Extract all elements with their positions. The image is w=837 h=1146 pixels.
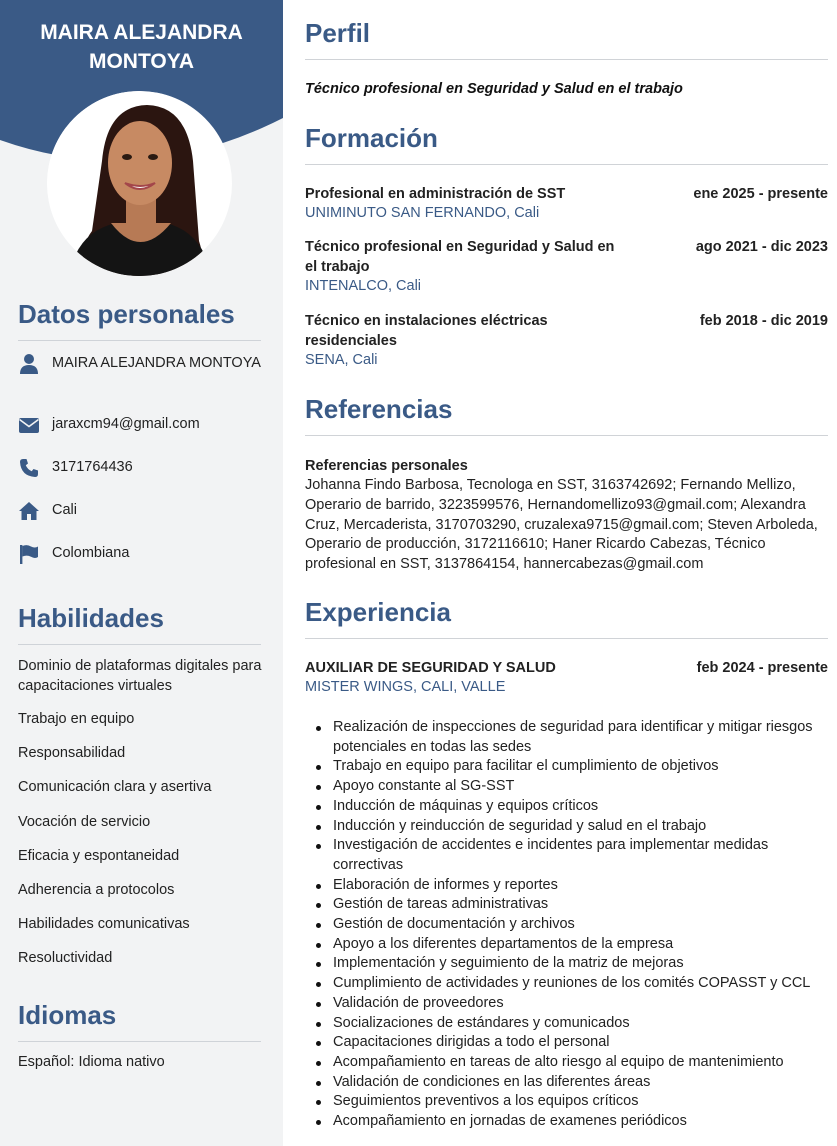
skill-item: Eficacia y espontaneidad <box>18 848 180 864</box>
job-duties-list <box>305 718 828 1132</box>
education-place: UNIMINUTO SAN FERNANDO, Cali <box>305 205 540 221</box>
education-title: Profesional en administración de SST <box>305 186 566 202</box>
list-item: Validación de proveedores <box>305 994 828 1014</box>
list-item: Inducción y reinducción de seguridad y salud en el trabajo <box>305 817 828 837</box>
full-name: MAIRA ALEJANDRA MONTOYA <box>40 21 243 73</box>
envelope-icon <box>18 414 40 436</box>
list-item: Apoyo a los diferentes departamentos de la empresa <box>305 935 828 955</box>
list-item: Cumplimiento de actividades y reuniones de los comités COPASST y CCL <box>305 974 828 994</box>
list-item: Trabajo en equipo para facilitar el cumplimiento de objetivos <box>305 757 828 777</box>
education-place: SENA, Cali <box>305 352 378 368</box>
list-item: Gestión de tareas administrativas <box>305 895 828 915</box>
references-text: Johanna Findo Barbosa, Tecnologa en SST, 3163742692; Fernando Mellizo, Operario de barrido, 3223599576, Hernandomellizo93@gmail.com; Alexandra Cruz, Mercaderista, 3170703290, cruzalexa9715@gmail.com; Steven Arboleda, Operario de producción, 3172116610; Haner Ricardo Cabezas, Técnico profesional en SST, 3137864154, hannercabezas@gmail.com <box>305 477 818 573</box>
flag-icon <box>18 543 40 565</box>
skill-item: Trabajo en equipo <box>18 711 135 727</box>
contact-name-text: MAIRA ALEJANDRA MONTOYA <box>52 355 261 371</box>
skill-item: Adherencia a protocolos <box>18 882 175 898</box>
experience-heading: Experiencia <box>305 597 828 639</box>
list-item: Acompañamiento en jornadas de examenes periódicos <box>305 1112 828 1132</box>
list-item: Validación de condiciones en las diferentes áreas <box>305 1073 828 1093</box>
education-heading: Formación <box>305 123 828 165</box>
contact-name <box>18 353 261 375</box>
education-title: Técnico profesional en Seguridad y Salud en el trabajo <box>305 239 615 275</box>
contact-email-text[interactable]: jaraxcm94@gmail.com <box>52 416 200 432</box>
skill-item: Comunicación clara y asertiva <box>18 779 212 795</box>
contact-email[interactable] <box>18 414 261 436</box>
job-place: MISTER WINGS, CALI, VALLE <box>305 679 506 695</box>
education-date: ene 2025 - presente <box>693 186 828 202</box>
contact-nationality-text: Colombiana <box>52 545 130 561</box>
avatar <box>47 91 232 276</box>
skill-item: Resoluctividad <box>18 950 113 966</box>
education-entry <box>305 311 828 370</box>
profile-photo <box>47 91 232 276</box>
contact-phone[interactable] <box>18 457 261 479</box>
contact-phone-text[interactable]: 3171764436 <box>52 459 133 475</box>
language-item: Español: Idioma nativo <box>18 1054 165 1070</box>
references-heading: Referencias <box>305 394 828 436</box>
skill-item: Responsabilidad <box>18 745 126 761</box>
contact-city <box>18 500 261 522</box>
education-entry <box>305 237 828 296</box>
home-icon <box>18 500 40 522</box>
education-title: Técnico en instalaciones eléctricas residenciales <box>305 313 548 349</box>
list-item: Gestión de documentación y archivos <box>305 915 828 935</box>
list-item: Investigación de accidentes e incidentes para implementar medidas correctivas <box>305 836 828 875</box>
list-item: Elaboración de informes y reportes <box>305 876 828 896</box>
contact-nationality <box>18 543 261 565</box>
list-item: Inducción de máquinas y equipos críticos <box>305 797 828 817</box>
sidebar <box>0 0 283 1146</box>
profile-heading: Perfil <box>305 18 828 60</box>
skill-item: Vocación de servicio <box>18 814 151 830</box>
references-entry <box>305 456 828 575</box>
education-date: feb 2018 - dic 2019 <box>699 313 828 329</box>
list-item: Acompañamiento en tareas de alto riesgo al equipo de mantenimiento <box>305 1053 828 1073</box>
profile-summary: Técnico profesional en Seguridad y Salud en el trabajo <box>305 81 683 97</box>
references-title: Referencias personales <box>305 458 468 474</box>
contact-city-text: Cali <box>52 502 77 518</box>
list-item: Seguimientos preventivos a los equipos críticos <box>305 1092 828 1112</box>
skill-item: Dominio de plataformas digitales para capacitaciones virtuales <box>18 658 262 694</box>
job-title: AUXILIAR DE SEGURIDAD Y SALUD <box>305 660 556 676</box>
list-item: Socializaciones de estándares y comunicados <box>305 1014 828 1034</box>
list-item: Realización de inspecciones de seguridad para identificar y mitigar riesgos potenciales en todas las sedes <box>305 718 828 757</box>
user-icon <box>18 353 40 375</box>
education-place: INTENALCO, Cali <box>305 278 422 294</box>
list-item: Implementación y seguimiento de la matriz de mejoras <box>305 954 828 974</box>
education-entry <box>305 184 828 223</box>
list-item: Capacitaciones dirigidas a todo el personal <box>305 1033 828 1053</box>
education-date: ago 2021 - dic 2023 <box>695 239 828 255</box>
languages-heading: Idiomas <box>18 1000 261 1042</box>
job-entry <box>305 658 828 697</box>
list-item: Apoyo constante al SG-SST <box>305 777 828 797</box>
phone-icon <box>18 457 40 479</box>
skill-item: Habilidades comunicativas <box>18 916 190 932</box>
personal-data-heading: Datos personales <box>18 299 261 341</box>
job-date: feb 2024 - presente <box>696 660 828 676</box>
skills-heading: Habilidades <box>18 603 261 645</box>
